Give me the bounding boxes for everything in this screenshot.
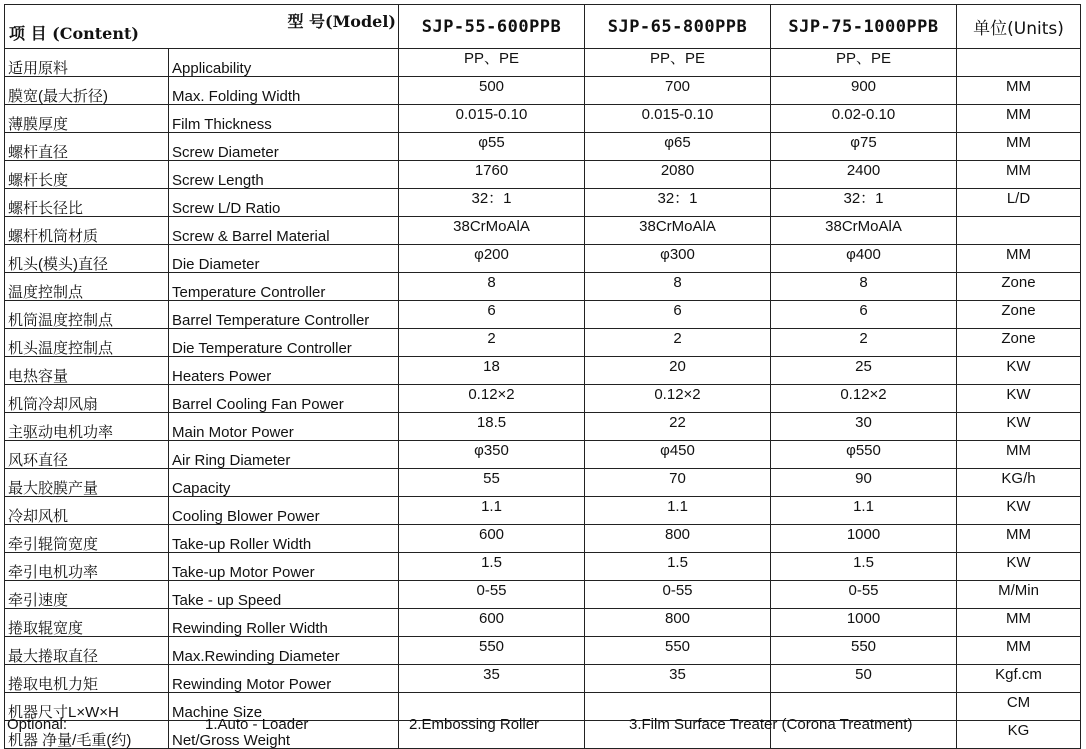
value-model-1: 35 [399, 665, 585, 693]
param-name-cn: 牵引辊筒宽度 [5, 525, 169, 553]
value-model-1: 500 [399, 77, 585, 105]
unit-cell: KG [957, 721, 1081, 749]
unit-cell: Zone [957, 273, 1081, 301]
value-model-2: 1.5 [585, 553, 771, 581]
value-model-1: 550 [399, 637, 585, 665]
spec-row [5, 721, 1081, 749]
param-name-cn: 主驱动电机功率 [5, 413, 169, 441]
value-model-3: 900 [771, 77, 957, 105]
param-name-cn: 机筒冷却风扇 [5, 385, 169, 413]
param-name-cn: 机筒温度控制点 [5, 301, 169, 329]
spec-row [5, 329, 1081, 357]
param-name-cn: 机器 净量/毛重(约) [5, 721, 169, 749]
param-name-en: Take - up Speed [169, 581, 399, 609]
value-model-3: 38CrMoAlA [771, 217, 957, 245]
value-model-2: 0-55 [585, 581, 771, 609]
spec-row [5, 665, 1081, 693]
param-name-cn: 机器尺寸L×W×H [5, 693, 169, 721]
value-model-1: 0-55 [399, 581, 585, 609]
value-model-1: 1.5 [399, 553, 585, 581]
param-name-en: Air Ring Diameter [169, 441, 399, 469]
value-model-1: 0.015-0.10 [399, 105, 585, 133]
param-name-en: Barrel Temperature Controller [169, 301, 399, 329]
value-model-2: 70 [585, 469, 771, 497]
param-name-en: Heaters Power [169, 357, 399, 385]
param-name-cn: 螺杆机筒材质 [5, 217, 169, 245]
param-name-cn: 牵引速度 [5, 581, 169, 609]
value-model-3: 6 [771, 301, 957, 329]
spec-row [5, 609, 1081, 637]
model-header-1: SJP-55-600PPB [399, 5, 585, 49]
value-model-2: 32：1 [585, 189, 771, 217]
param-name-en: Temperature Controller [169, 273, 399, 301]
unit-cell: MM [957, 637, 1081, 665]
param-name-en: Screw & Barrel Material [169, 217, 399, 245]
unit-cell: MM [957, 609, 1081, 637]
value-model-1: φ200 [399, 245, 585, 273]
value-model-3: 1.1 [771, 497, 957, 525]
value-model-3: 8 [771, 273, 957, 301]
param-name-en: Take-up Roller Width [169, 525, 399, 553]
spec-row [5, 301, 1081, 329]
value-model-3: φ400 [771, 245, 957, 273]
optional-item-2: 2.Embossing Roller [409, 716, 540, 733]
spec-row [5, 189, 1081, 217]
spec-row [5, 273, 1081, 301]
value-model-1: 32：1 [399, 189, 585, 217]
value-model-2: 800 [585, 525, 771, 553]
value-model-1: 6 [399, 301, 585, 329]
spec-row [5, 245, 1081, 273]
spec-row [5, 525, 1081, 553]
unit-cell: KW [957, 385, 1081, 413]
value-model-1: 600 [399, 525, 585, 553]
optional-label: Optional: [7, 716, 68, 733]
value-model-2: 22 [585, 413, 771, 441]
value-model-1: PP、PE [399, 49, 585, 77]
value-model-2: 700 [585, 77, 771, 105]
unit-cell: MM [957, 245, 1081, 273]
model-header-2: SJP-65-800PPB [585, 5, 771, 49]
unit-cell [957, 217, 1081, 245]
spec-row [5, 133, 1081, 161]
value-model-2: 0.015-0.10 [585, 105, 771, 133]
param-name-cn: 最大捲取直径 [5, 637, 169, 665]
spec-row [5, 693, 1081, 721]
param-name-cn: 最大胶膜产量 [5, 469, 169, 497]
model-header-3: SJP-75-1000PPB [771, 5, 957, 49]
value-model-2: 35 [585, 665, 771, 693]
value-model-2: 8 [585, 273, 771, 301]
value-model-3: PP、PE [771, 49, 957, 77]
spec-row [5, 217, 1081, 245]
unit-cell: Zone [957, 329, 1081, 357]
value-model-2: φ450 [585, 441, 771, 469]
value-model-1: φ350 [399, 441, 585, 469]
spec-row [5, 441, 1081, 469]
param-name-en: Machine Size [169, 693, 399, 721]
value-model-2: 20 [585, 357, 771, 385]
value-model-3: 1000 [771, 609, 957, 637]
unit-cell: MM [957, 133, 1081, 161]
param-name-en: Screw Diameter [169, 133, 399, 161]
param-name-en: Rewinding Motor Power [169, 665, 399, 693]
unit-cell: KW [957, 413, 1081, 441]
param-name-cn: 螺杆长度 [5, 161, 169, 189]
spec-row [5, 77, 1081, 105]
param-name-cn: 薄膜厚度 [5, 105, 169, 133]
spec-row [5, 413, 1081, 441]
param-name-en: Take-up Motor Power [169, 553, 399, 581]
spec-row [5, 497, 1081, 525]
value-model-2: 550 [585, 637, 771, 665]
unit-cell: KW [957, 357, 1081, 385]
value-model-1: 8 [399, 273, 585, 301]
value-model-3: 50 [771, 665, 957, 693]
param-name-cn: 捲取电机力矩 [5, 665, 169, 693]
value-model-2: 2080 [585, 161, 771, 189]
value-model-1: 38CrMoAlA [399, 217, 585, 245]
optional-item-1: 1.Auto - Loader [205, 716, 309, 733]
param-name-en: Max.Rewinding Diameter [169, 637, 399, 665]
unit-cell: Zone [957, 301, 1081, 329]
spec-row [5, 49, 1081, 77]
value-model-3: 90 [771, 469, 957, 497]
value-model-3: φ75 [771, 133, 957, 161]
unit-cell [957, 49, 1081, 77]
param-name-en: Max. Folding Width [169, 77, 399, 105]
value-model-1: 18.5 [399, 413, 585, 441]
value-model-3: 25 [771, 357, 957, 385]
param-name-cn: 适用原料 [5, 49, 169, 77]
value-model-1: φ55 [399, 133, 585, 161]
value-model-1: 1.1 [399, 497, 585, 525]
param-name-cn: 冷却风机 [5, 497, 169, 525]
unit-cell: MM [957, 525, 1081, 553]
spec-row [5, 581, 1081, 609]
unit-cell: MM [957, 77, 1081, 105]
unit-cell: MM [957, 441, 1081, 469]
param-name-en: Rewinding Roller Width [169, 609, 399, 637]
spec-body [5, 49, 1081, 749]
param-name-cn: 风环直径 [5, 441, 169, 469]
param-name-cn: 捲取辊宽度 [5, 609, 169, 637]
param-name-en: Die Diameter [169, 245, 399, 273]
value-model-1: 0.12×2 [399, 385, 585, 413]
value-model-1: 18 [399, 357, 585, 385]
value-model-3: 1000 [771, 525, 957, 553]
value-model-3: 0-55 [771, 581, 957, 609]
param-name-cn: 螺杆长径比 [5, 189, 169, 217]
unit-cell: MM [957, 105, 1081, 133]
value-model-3: 0.12×2 [771, 385, 957, 413]
unit-cell: L/D [957, 189, 1081, 217]
value-model-3: 30 [771, 413, 957, 441]
unit-cell: KG/h [957, 469, 1081, 497]
param-name-en: Screw Length [169, 161, 399, 189]
param-name-en: Die Temperature Controller [169, 329, 399, 357]
value-model-2: φ300 [585, 245, 771, 273]
value-model-2: PP、PE [585, 49, 771, 77]
value-model-2: 6 [585, 301, 771, 329]
unit-cell: M/Min [957, 581, 1081, 609]
unit-cell: Kgf.cm [957, 665, 1081, 693]
value-model-2: 800 [585, 609, 771, 637]
spec-row [5, 385, 1081, 413]
value-model-3: 550 [771, 637, 957, 665]
unit-cell: MM [957, 161, 1081, 189]
param-name-en: Capacity [169, 469, 399, 497]
spec-row [5, 553, 1081, 581]
param-name-cn: 电热容量 [5, 357, 169, 385]
param-name-cn: 机头(模头)直径 [5, 245, 169, 273]
spec-row [5, 161, 1081, 189]
unit-cell: KW [957, 553, 1081, 581]
value-model-3: 2 [771, 329, 957, 357]
header-row [5, 5, 1081, 49]
optional-item-3: 3.Film Surface Treater (Corona Treatment) [629, 716, 913, 733]
param-name-en: Screw L/D Ratio [169, 189, 399, 217]
value-model-3: φ550 [771, 441, 957, 469]
param-name-en: Net/Gross Weight [169, 721, 399, 749]
unit-cell: CM [957, 693, 1081, 721]
header-corner-cell [5, 5, 399, 49]
param-name-cn: 膜宽(最大折径) [5, 77, 169, 105]
param-name-cn: 螺杆直径 [5, 133, 169, 161]
value-model-1: 55 [399, 469, 585, 497]
item-label: 项 目 (Content) [9, 24, 139, 43]
value-model-2: 2 [585, 329, 771, 357]
value-model-2: 38CrMoAlA [585, 217, 771, 245]
param-name-en: Cooling Blower Power [169, 497, 399, 525]
spec-row [5, 105, 1081, 133]
value-model-2: φ65 [585, 133, 771, 161]
units-header: 单位(Units) [957, 5, 1081, 49]
param-name-en: Barrel Cooling Fan Power [169, 385, 399, 413]
spec-row [5, 469, 1081, 497]
param-name-en: Main Motor Power [169, 413, 399, 441]
model-label: 型 号(Model) [287, 12, 396, 31]
value-model-2: 0.12×2 [585, 385, 771, 413]
value-model-2: 1.1 [585, 497, 771, 525]
value-model-1: 1760 [399, 161, 585, 189]
value-model-1: 600 [399, 609, 585, 637]
param-name-cn: 牵引电机功率 [5, 553, 169, 581]
spec-row [5, 357, 1081, 385]
param-name-en: Film Thickness [169, 105, 399, 133]
value-model-1: 2 [399, 329, 585, 357]
value-model-3: 2400 [771, 161, 957, 189]
unit-cell: KW [957, 497, 1081, 525]
param-name-en: Applicability [169, 49, 399, 77]
spec-table [4, 4, 1081, 749]
spec-row [5, 637, 1081, 665]
param-name-cn: 机头温度控制点 [5, 329, 169, 357]
param-name-cn: 温度控制点 [5, 273, 169, 301]
value-model-3: 32：1 [771, 189, 957, 217]
value-model-3: 0.02-0.10 [771, 105, 957, 133]
value-model-3: 1.5 [771, 553, 957, 581]
